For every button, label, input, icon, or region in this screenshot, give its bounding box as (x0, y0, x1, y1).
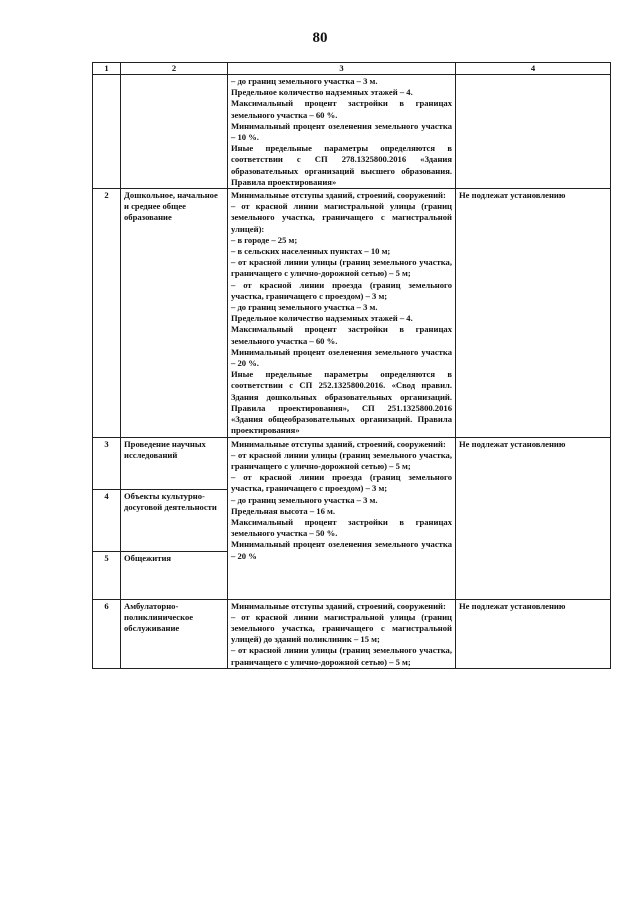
page-number: 80 (312, 30, 328, 46)
table-row (93, 75, 611, 189)
row-number: 2 (93, 189, 121, 437)
land-use-name (121, 75, 228, 189)
param-line: – от красной линии проезда (границ земельного участка, граничащего с проездом) – 3 м; (231, 279, 452, 301)
param-line: – от красной линии магистральной улицы (границ земельного участка, граничащего с магистральной улицей): (231, 201, 452, 234)
note-cell: Не подлежат установлению (456, 599, 611, 668)
parameters-cell (228, 75, 456, 189)
header-col-4: 4 (456, 63, 611, 75)
row-number (93, 75, 121, 189)
param-line: – в сельских населенных пунктах – 10 м; (231, 246, 391, 257)
param-line: – от красной линии магистральной улицы (границ земельного участка, граничащего с магистральной улицей) до зданий поликлиник – 15 м; (231, 611, 452, 645)
param-line: Максимальный процент застройки в границах земельного участка – 50 %. (231, 516, 452, 539)
param-line: Иные предельные параметры определяются в соответствии с СП 252.1325800.2016. «Свод правил. Здания дошкольных образовательных организаций. Правила проектирования», СП 251.1325800.2016 «Здания общеобразовательных организаций. Правила проектирования» (231, 369, 452, 436)
land-use-name: Амбулаторно-поликлиническое обслуживание (121, 599, 228, 668)
land-use-name: Дошкольное, начальное и среднее общее образование (121, 189, 228, 437)
land-use-name: Объекты культурно-досуговой деятельности (121, 489, 228, 551)
table-row (93, 599, 611, 668)
param-line: Максимальный процент застройки в границах земельного участка – 60 %. (231, 98, 452, 120)
param-line: Минимальный процент озеленения земельного участка – 20 % (231, 539, 452, 561)
param-line: – до границ земельного участка – 3 м. (231, 494, 378, 505)
header-col-1: 1 (93, 63, 121, 75)
header-col-3: 3 (228, 63, 456, 75)
header-col-2: 2 (121, 63, 228, 75)
param-line: – от красной линии улицы (границ земельного участка, граничащего с улично-дорожной сетью) – 5 м; (231, 645, 452, 667)
table-header-row (93, 63, 611, 75)
note-cell: Не подлежат установлению (456, 437, 611, 599)
table-row (93, 437, 611, 489)
param-line: Минимальные отступы зданий, строений, сооружений: (231, 600, 446, 611)
parameters-cell (228, 437, 456, 599)
param-line: – в городе – 25 м; (231, 234, 298, 245)
row-number: 6 (93, 599, 121, 668)
param-line: – от красной линии улицы (границ земельного участка, граничащего с улично-дорожной сетью) – 5 м; (231, 257, 452, 279)
param-line: Предельная высота – 16 м. (231, 505, 336, 516)
land-use-name: Общежития (121, 551, 228, 599)
land-use-name: Проведение научных исследований (121, 437, 228, 489)
param-line: Иные предельные параметры определяются в соответствии с СП 278.1325800.2016 «Здания образовательных организаций высшего образования. Правила проектирования» (231, 143, 452, 187)
table-row (93, 189, 611, 437)
param-line: Минимальные отступы зданий, строений, сооружений: (231, 438, 446, 449)
parameters-cell (228, 189, 456, 437)
param-line: Минимальные отступы зданий, строений, сооружений: (231, 190, 446, 201)
row-number: 5 (93, 551, 121, 599)
param-line: – до границ земельного участка – 3 м. (231, 302, 378, 313)
zoning-parameters-table (92, 62, 611, 669)
param-line: Предельное количество надземных этажей – 4. (231, 313, 413, 324)
param-line: – до границ земельного участка – 3 м. (231, 76, 378, 86)
param-line: Предельное количество надземных этажей – 4. (231, 87, 413, 98)
parameters-cell (228, 599, 456, 668)
param-line: Минимальный процент озеленения земельного участка – 10 %. (231, 120, 452, 143)
param-line: Минимальный процент озеленения земельного участка – 20 %. (231, 346, 452, 369)
row-number: 3 (93, 437, 121, 489)
row-number: 4 (93, 489, 121, 551)
param-line: – от красной линии проезда (границ земельного участка, граничащего с проездом) – 3 м; (231, 472, 452, 494)
param-line: – от красной линии улицы (границ земельного участка, граничащего с улично-дорожной сетью) – 5 м; (231, 449, 452, 471)
param-line: Максимальный процент застройки в границах земельного участка – 60 %. (231, 324, 452, 346)
note-cell (456, 75, 611, 189)
note-cell: Не подлежат установлению (456, 189, 611, 437)
